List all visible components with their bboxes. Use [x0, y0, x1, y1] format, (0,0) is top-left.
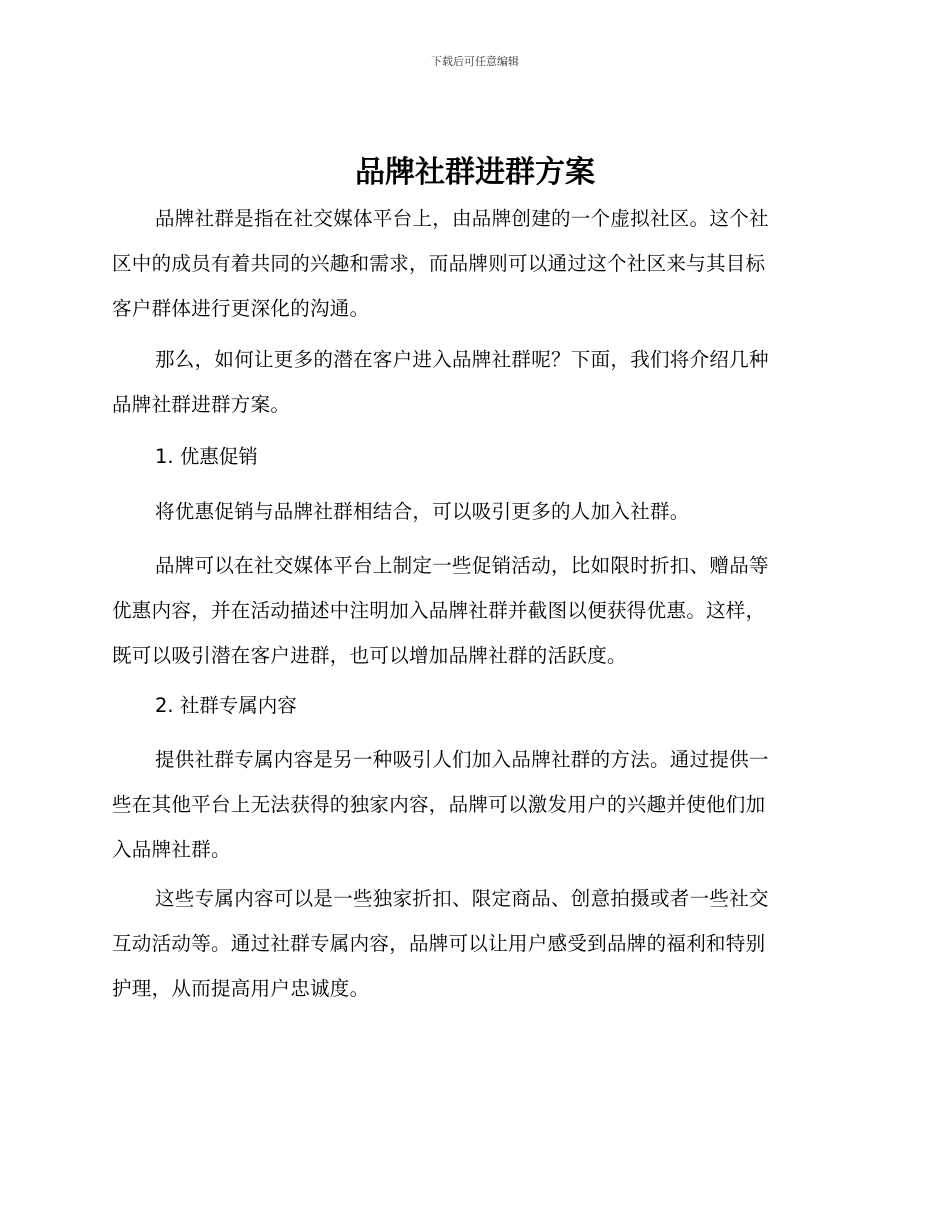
paragraph-line: 互动活动等。通过社群专属内容，品牌可以让用户感受到品牌的福利和特别 — [112, 932, 766, 955]
question-paragraph — [112, 337, 832, 427]
paragraph-line: 优惠内容，并在活动描述中注明加入品牌社群并截图以便获得优惠。这样， — [112, 599, 766, 622]
paragraph-line: 品牌可以在社交媒体平台上制定一些促销活动，比如限时折扣、赠品等 — [155, 554, 769, 577]
paragraph-line: 护理，从而提高用户忠诚度。 — [112, 977, 370, 1000]
paragraph-line: 品牌社群进群方案。 — [112, 393, 291, 416]
paragraph-line: 那么，如何让更多的潜在客户进入品牌社群呢？下面，我们将介绍几种 — [155, 348, 769, 371]
paragraph-line: 客户群体进行更深化的沟通。 — [112, 297, 370, 320]
paragraph-line: 提供社群专属内容是另一种吸引人们加入品牌社群的方法。通过提供一 — [155, 748, 769, 771]
section-heading: 1. 优惠促销 — [155, 445, 258, 468]
paragraph-line: 些在其他平台上无法获得的独家内容，品牌可以激发用户的兴趣并使他们加 — [112, 793, 766, 816]
section-2-paragraph-2 — [112, 876, 832, 1011]
paragraph-line: 区中的成员有着共同的兴趣和需求，而品牌则可以通过这个社区来与其目标 — [112, 252, 766, 275]
paragraph-line: 品牌社群是指在社交媒体平台上，由品牌创建的一个虚拟社区。这个社 — [155, 207, 769, 230]
document-title: 品牌社群进群方案 — [355, 155, 595, 190]
paragraph-line: 将优惠促销与品牌社群相结合，可以吸引更多的人加入社群。 — [155, 500, 690, 523]
section-2-paragraph-1 — [112, 737, 832, 872]
section-heading: 2. 社群专属内容 — [155, 694, 297, 717]
paragraph-line: 这些专属内容可以是一些独家折扣、限定商品、创意拍摄或者一些社交 — [155, 887, 769, 910]
intro-paragraph — [112, 196, 832, 331]
section-2 — [112, 683, 832, 728]
section-1-paragraph-1 — [112, 489, 832, 534]
page-header: 下载后可任意编辑 — [431, 55, 519, 68]
paragraph-line: 既可以吸引潜在客户进群，也可以增加品牌社群的活跃度。 — [112, 644, 627, 667]
section-1 — [112, 434, 832, 479]
paragraph-line: 入品牌社群。 — [112, 838, 231, 861]
section-1-paragraph-2 — [112, 543, 832, 678]
